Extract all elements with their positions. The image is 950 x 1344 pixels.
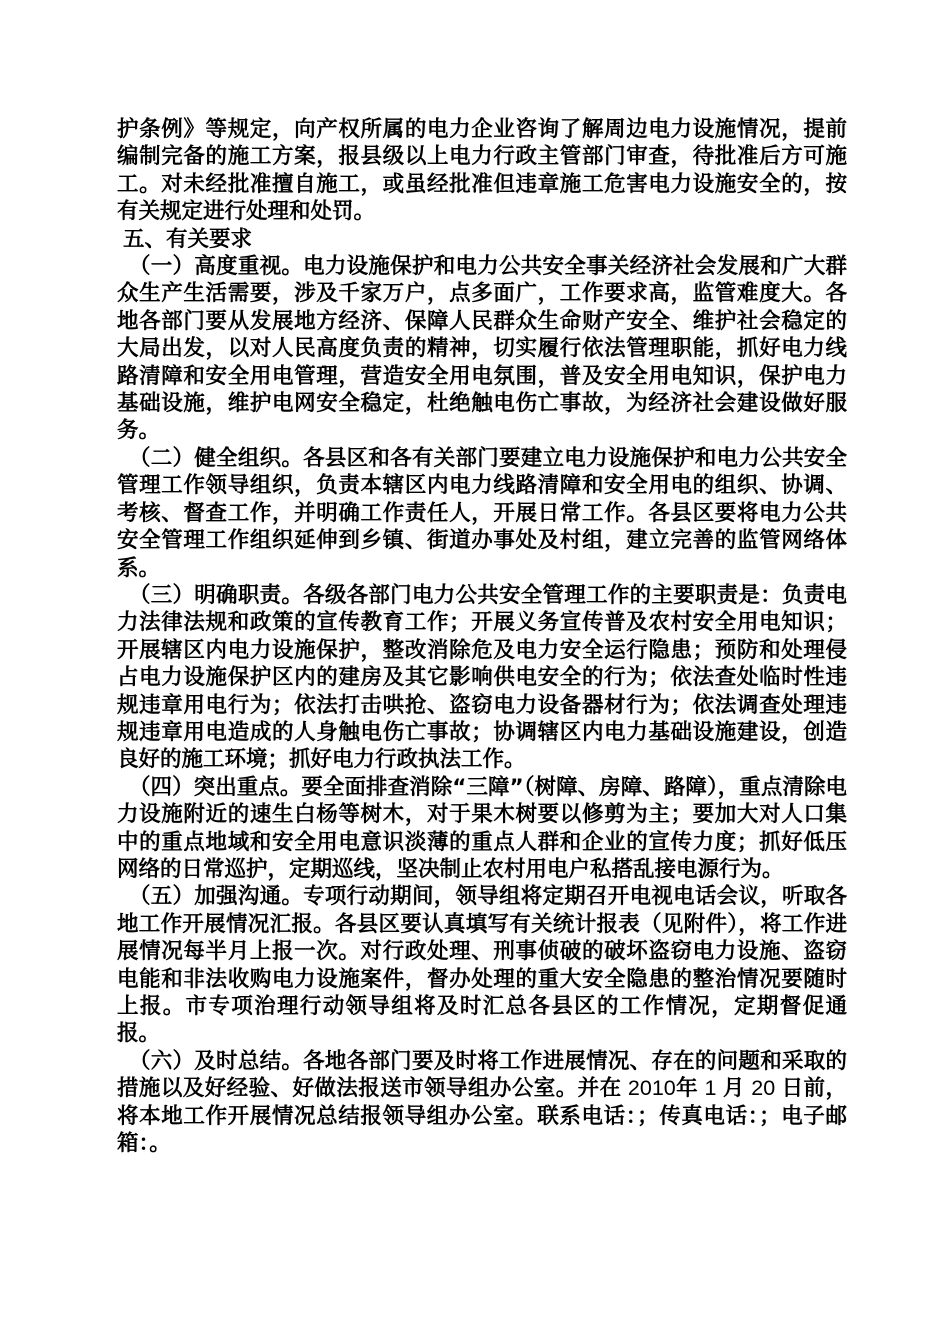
section-heading: 五、有关要求 xyxy=(123,226,253,252)
item-paragraph-3: （三）明确职责。各级各部门电力公共安全管理工作的主要职责是：负责电力法律法规和政策的宣传教育工作；开展义务宣传普及农村安全用电知识；开展辖区内电力设施保护，整改消除危及电力安全运行隐患；预防和处理侵占电力设施保护区内的建房及其它影响供电安全的行为；依法查处临时性违规违章用电行为；依法打击哄抢、盗窃电力设备器材行为；依法调查处理违规违章用电造成的人身触电伤亡事故；协调辖区内电力基础设施建设，创造良好的施工环境；抓好电力行政执法工作。 xyxy=(117,582,847,773)
item-paragraph-4: （四）突出重点。要全面排查消除“三障”（树障、房障、路障），重点清除电力设施附近的速生白杨等树木，对于果木树要以修剪为主；要加大对人口集中的重点地域和安全用电意识淡薄的重点人群和企业的宣传力度；抓好低压网络的日常巡护，定期巡线，坚决制止农村用电户私搭乱接电源行为。 xyxy=(117,774,847,882)
item6-text-1: （六）及时总结。各地各部门要及时将工作进展情况、存在的问题和采取的措施以及好经验、好做法报送市领导组办公室。并在 xyxy=(117,1048,847,1102)
intro-paragraph: 护条例》等规定，向产权所属的电力企业咨询了解周边电力设施情况，提前编制完备的施工方案，报县级以上电力行政主管部门审查，待批准后方可施工。对未经批准擅自施工，或虽经批准但违章施工危害电力设施安全的，按有关规定进行处理和处罚。 xyxy=(117,117,847,225)
item-paragraph-2: （二）健全组织。各县区和各有关部门要建立电力设施保护和电力公共安全管理工作领导组织，负责本辖区内电力线路清障和安全用电的组织、协调、考核、督查工作，并明确工作责任人，开展日常工作。各县区要将电力公共安全管理工作组织延伸到乡镇、街道办事处及村组，建立完善的监管网络体系。 xyxy=(117,445,847,581)
item-paragraph-5: （五）加强沟通。专项行动期间，领导组将定期召开电视电话会议，听取各地工作开展情况汇报。各县区要认真填写有关统计报表（见附件），将工作进展情况每半月上报一次。对行政处理、刑事侦破的破坏盗窃电力设施、盗窃电能和非法收购电力设施案件，督办处理的重大安全隐患的整治情况要随时上报。市专项治理行动领导组将及时汇总各县区的工作情况，定期督促通报。 xyxy=(117,884,847,1047)
item6-month: 1 xyxy=(698,1076,723,1101)
document-body xyxy=(117,116,847,1157)
item-paragraph-6 xyxy=(117,1048,847,1158)
item6-text-3: 月 xyxy=(722,1076,745,1102)
item6-text-2: 年 xyxy=(675,1076,699,1102)
item6-text-4: 日前，将本地工作开展情况总结报领导组办公室。联系电话：；传真电话：；电子邮箱：。 xyxy=(117,1076,847,1157)
item6-day: 20 xyxy=(744,1076,782,1101)
item6-year: 2010 xyxy=(621,1076,676,1101)
item-paragraph-1: （一）高度重视。电力设施保护和电力公共安全事关经济社会发展和广大群众生产生活需要，涉及千家万户，点多面广，工作要求高，监管难度大。各地各部门要从发展地方经济、保障人民群众生命财产安全、维护社会稳定的大局出发，以对人民高度负责的精神，切实履行依法管理职能，抓好电力线路清障和安全用电管理，营造安全用电氛围，普及安全用电知识，保护电力基础设施，维护电网安全稳定，杜绝触电伤亡事故，为经济社会建设做好服务。 xyxy=(117,254,847,444)
